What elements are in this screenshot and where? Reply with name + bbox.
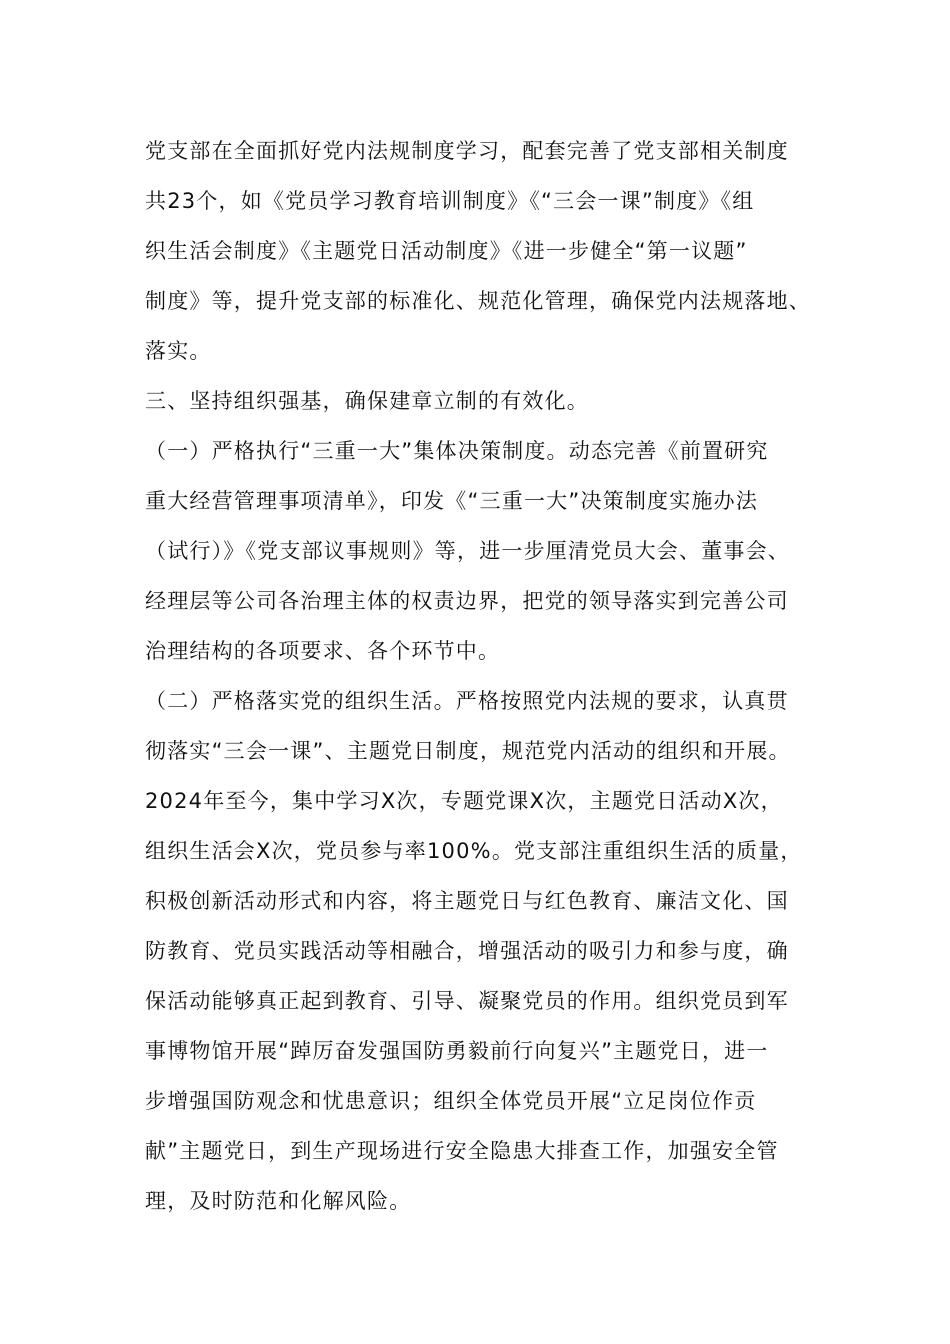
- text-line: 事博物馆开展“踔厉奋发强国防勇毅前行向复兴”主题党日，进一: [145, 1039, 769, 1063]
- text-line: 制度》等，提升党支部的标准化、规范化管理，确保党内法规落地、: [145, 289, 811, 313]
- text-line: 理，及时防范和化解风险。: [145, 1189, 412, 1213]
- text-line: 落实。: [145, 339, 212, 363]
- text-line: 党支部在全面抓好党内法规制度学习，配套完善了党支部相关制度: [145, 139, 789, 163]
- text-line: 积极创新活动形式和内容，将主题党日与红色教育、廉洁文化、国: [145, 889, 789, 913]
- text-line: 织生活会制度》《主题党日活动制度》《进一步健全“第一议题”: [145, 239, 748, 263]
- text-line: 经理层等公司各治理主体的权责边界，把党的领导落实到完善公司: [145, 589, 789, 613]
- text-line: 组织生活会X次，党员参与率100%。党支部注重组织生活的质量，: [145, 839, 803, 863]
- section-heading: 三、坚持组织强基，确保建章立制的有效化。: [145, 389, 589, 413]
- text-line: （二）严格落实党的组织生活。严格按照党内法规的要求，认真贯: [145, 689, 789, 713]
- text-line: 治理结构的各项要求、各个环节中。: [145, 639, 501, 663]
- text-line: 2024年至今，集中学习X次，专题党课X次，主题党日活动X次，: [145, 789, 783, 813]
- text-line: 彻落实“三会一课”、主题党日制度，规范党内活动的组织和开展。: [145, 739, 791, 763]
- text-line: 防教育、党员实践活动等相融合，增强活动的吸引力和参与度，确: [145, 939, 789, 963]
- text-line: 保活动能够真正起到教育、引导、凝聚党员的作用。组织党员到军: [145, 989, 789, 1013]
- text-line: 重大经营管理事项清单》，印发《“三重一大”决策制度实施办法: [145, 489, 759, 513]
- text-line: 共23个，如《党员学习教育培训制度》《“三会一课”制度》《组: [145, 189, 755, 213]
- text-line: 献”主题党日，到生产现场进行安全隐患大排查工作，加强安全管: [145, 1139, 779, 1163]
- document-body: [145, 135, 835, 1235]
- text-line: 步增强国防观念和忧患意识；组织全体党员开展“立足岗位作贡: [145, 1089, 757, 1113]
- text-line: （试行）》《党支部议事规则》等，进一步厘清党员大会、董事会、: [145, 539, 790, 563]
- text-line: （一）严格执行“三重一大”集体决策制度。动态完善《前置研究: [145, 439, 769, 463]
